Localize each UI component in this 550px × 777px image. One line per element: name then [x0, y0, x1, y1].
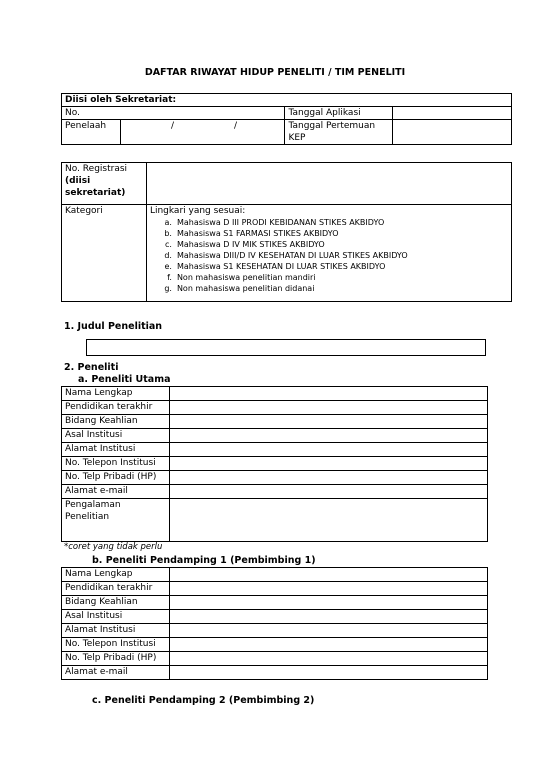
kategori-text: Mahasiswa D IV MIK STIKES AKBIDYO: [176, 240, 325, 249]
kategori-text: Mahasiswa D III PRODI KEBIDANAN STIKES AKBIDYO: [176, 218, 385, 227]
field-label: Alamat Institusi: [62, 624, 170, 638]
registrasi-table: [61, 162, 512, 302]
field-label: Nama Lengkap: [62, 387, 170, 401]
registrasi-label-line2: (diisi: [65, 176, 91, 186]
section-peneliti: 2. Peneliti: [64, 362, 119, 373]
tanggal-pertemuan-value[interactable]: [393, 120, 512, 145]
field-label: No. Telepon Institusi: [62, 638, 170, 652]
kategori-marker: c.: [164, 240, 172, 249]
field-value[interactable]: [169, 582, 487, 596]
field-label: Bidang Keahlian: [62, 596, 170, 610]
kategori-marker: b.: [164, 229, 172, 238]
kategori-text: Mahasiswa S1 KESEHATAN DI LUAR STIKES AKBIDYO: [176, 262, 386, 271]
field-label: Pendidikan terakhir: [62, 582, 170, 596]
kategori-item[interactable]: [150, 217, 508, 228]
date-slash-1: /: [170, 121, 174, 131]
section-pendamping-1: b. Peneliti Pendamping 1 (Pembimbing 1): [92, 555, 316, 566]
peneliti-utama-table: [61, 386, 488, 542]
field-value[interactable]: [169, 652, 487, 666]
section-peneliti-utama: a. Peneliti Utama: [78, 374, 171, 385]
no-label: No.: [62, 107, 285, 120]
tanggal-pertemuan-label: [285, 120, 393, 145]
sekretariat-header: Diisi oleh Sekretariat:: [62, 94, 512, 107]
kategori-marker: d.: [164, 251, 172, 260]
field-value[interactable]: [169, 401, 487, 415]
field-label: No. Telp Pribadi (HP): [62, 471, 170, 485]
field-value[interactable]: [169, 596, 487, 610]
field-label: No. Telp Pribadi (HP): [62, 652, 170, 666]
field-label: Nama Lengkap: [62, 568, 170, 582]
registrasi-value[interactable]: [146, 163, 511, 205]
kategori-label: Kategori: [62, 205, 147, 302]
section-judul: 1. Judul Penelitian: [64, 321, 163, 332]
kategori-value: [146, 205, 511, 302]
kategori-marker: f.: [167, 273, 172, 282]
kategori-item[interactable]: [150, 250, 508, 261]
date-slash-2: /: [233, 121, 237, 131]
kategori-text: Non mahasiswa penelitian mandiri: [176, 273, 316, 282]
registrasi-label-line1: No. Registrasi: [65, 164, 128, 174]
field-value[interactable]: [169, 387, 487, 401]
field-label: Alamat e-mail: [62, 485, 170, 499]
tanggal-aplikasi-value[interactable]: [393, 107, 512, 120]
pendamping-1-table: [61, 567, 488, 680]
tanggal-aplikasi-label: Tanggal Aplikasi: [285, 107, 393, 120]
tanggal-pertemuan-text: Tanggal Pertemuan: [288, 121, 376, 131]
field-value[interactable]: [169, 485, 487, 499]
kategori-item[interactable]: [150, 228, 508, 239]
field-value[interactable]: [169, 471, 487, 485]
penelaah-label: Penelaah: [62, 120, 121, 145]
sekretariat-table: [61, 93, 512, 145]
pengalaman-line1: Pengalaman: [65, 500, 121, 510]
field-value[interactable]: [169, 638, 487, 652]
pengalaman-line2: Penelitian: [65, 512, 110, 522]
penelaah-value[interactable]: [120, 120, 285, 145]
field-value[interactable]: [169, 624, 487, 638]
kategori-text: Mahasiswa DIII/D IV KESEHATAN DI LUAR STIKES AKBIDYO: [176, 251, 408, 260]
field-value[interactable]: [169, 443, 487, 457]
footnote: *coret yang tidak perlu: [64, 542, 163, 552]
field-label: Alamat Institusi: [62, 443, 170, 457]
registrasi-label: [62, 163, 147, 205]
kategori-item[interactable]: [150, 239, 508, 250]
field-label: Bidang Keahlian: [62, 415, 170, 429]
registrasi-label-line3: sekretariat): [65, 188, 126, 198]
page-title: DAFTAR RIWAYAT HIDUP PENELITI / TIM PENELITI: [144, 67, 406, 78]
kategori-item[interactable]: [150, 272, 508, 283]
field-value[interactable]: [169, 666, 487, 680]
field-label: No. Telepon Institusi: [62, 457, 170, 471]
judul-input[interactable]: [86, 339, 486, 356]
kategori-instruction: Lingkari yang sesuai:: [149, 206, 246, 216]
section-pendamping-2: c. Peneliti Pendamping 2 (Pembimbing 2): [92, 695, 315, 706]
kategori-marker: g.: [164, 284, 172, 293]
kategori-list: [150, 217, 508, 294]
field-label: Asal Institusi: [62, 429, 170, 443]
kategori-marker: e.: [164, 262, 172, 271]
field-label: Alamat e-mail: [62, 666, 170, 680]
kategori-item[interactable]: [150, 283, 508, 294]
field-value[interactable]: [169, 457, 487, 471]
kep-text: KEP: [288, 133, 306, 143]
field-value[interactable]: [169, 429, 487, 443]
field-label: Pendidikan terakhir: [62, 401, 170, 415]
kategori-item[interactable]: [150, 261, 508, 272]
field-value[interactable]: [169, 610, 487, 624]
kategori-text: Mahasiswa S1 FARMASI STIKES AKBIDYO: [176, 229, 339, 238]
field-value[interactable]: [169, 415, 487, 429]
kategori-text: Non mahasiswa penelitian didanai: [176, 284, 315, 293]
field-value[interactable]: [169, 499, 487, 542]
field-value[interactable]: [169, 568, 487, 582]
field-label: [62, 499, 170, 542]
field-label: Asal Institusi: [62, 610, 170, 624]
kategori-marker: a.: [164, 218, 172, 227]
